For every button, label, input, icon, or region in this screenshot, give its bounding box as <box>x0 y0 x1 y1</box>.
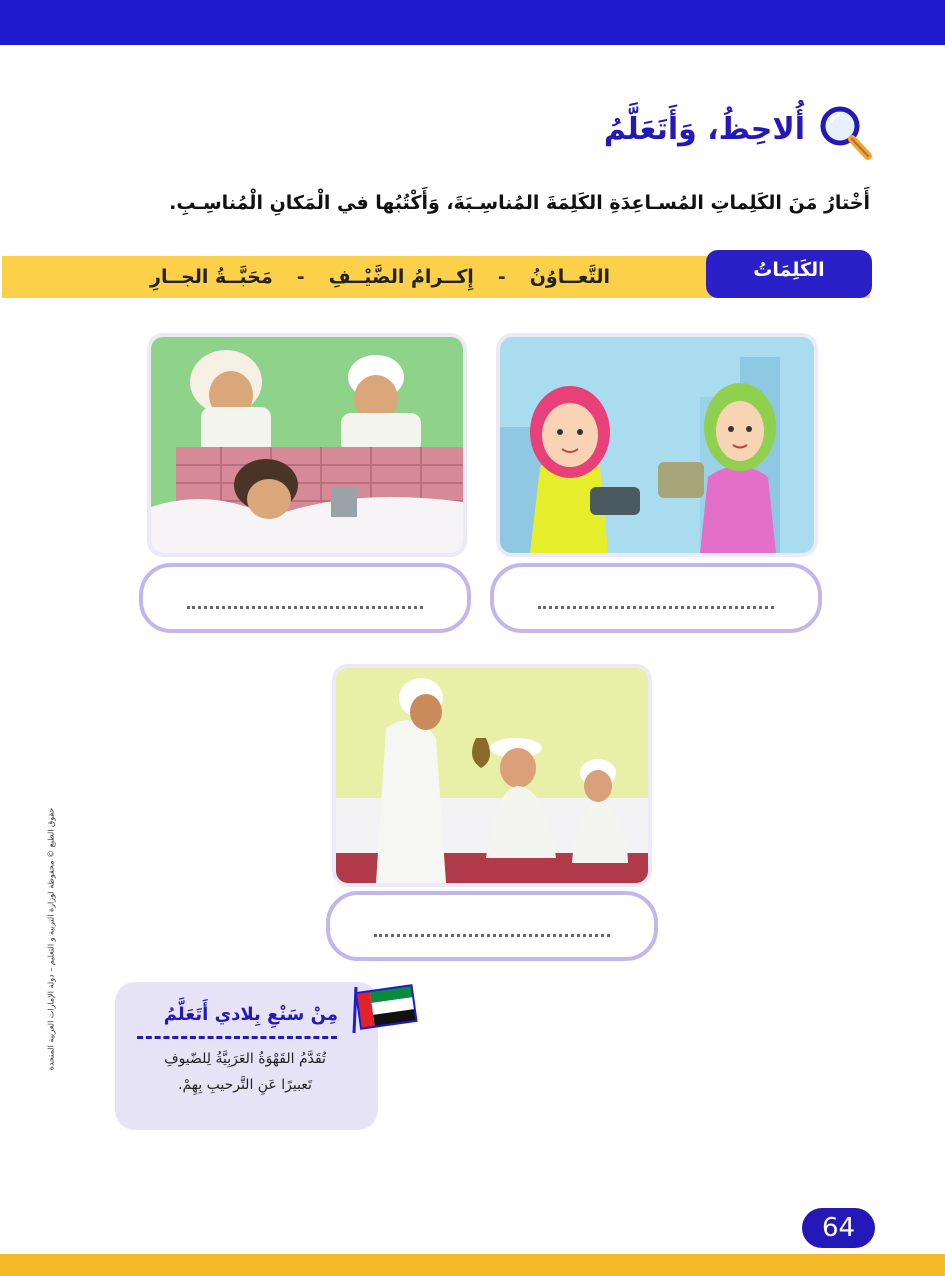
helper-words-label: الكَلِمَاتُ المُساعِدَةُ <box>706 250 872 298</box>
helper-word-neighbor-love: مَحَبَّــةُ الجــارِ <box>150 266 273 288</box>
heritage-line-1: تُقَدَّمُ القَهْوَةُ العَرَبِيَّةُ لِلضّيوفِ <box>164 1051 326 1067</box>
page-number: 64 <box>802 1208 875 1248</box>
helper-words-list <box>100 256 660 298</box>
answer-field-2[interactable] <box>139 563 471 633</box>
picture-girls-sharing-food <box>500 337 814 553</box>
answer-field-1[interactable] <box>490 563 822 633</box>
word-separator: - <box>497 266 506 288</box>
section-title: أُلاحِظُ، وَأَتَعَلَّمُ <box>603 112 805 147</box>
heritage-text <box>125 1046 365 1098</box>
picture-men-building-wall <box>151 337 463 553</box>
word-separator: - <box>296 266 305 288</box>
picture-serving-arabic-coffee <box>336 668 648 883</box>
heritage-divider <box>137 1036 337 1039</box>
heritage-card <box>115 982 378 1130</box>
top-bar <box>0 0 945 45</box>
instruction-text: أَخْتارُ مَنَ الكَلِماتِ المُسـاعِدَةِ الكَلِمَةَ المُناسِـبَةَ، وَأَكْتُبُها في الْمَكانِ الْمُناسِـبِ. <box>169 192 870 214</box>
answer-line <box>187 604 423 609</box>
answer-line <box>538 604 774 609</box>
helper-word-hospitality: إِكــرامُ الضَّيْــفِ <box>328 266 474 288</box>
heritage-line-2: تَعبيرًا عَنِ التَّرحيبِ بِهِمْ. <box>178 1077 312 1093</box>
bottom-bar <box>0 1254 945 1276</box>
uae-flag-icon <box>350 983 418 1033</box>
copyright-text: حقوق الطبع © محفوظة لوزارة التربية و التعليم – دولة الإمارات العربية المتحدة <box>46 807 56 1071</box>
copyright-margin-note <box>47 808 55 1070</box>
heritage-title: مِنْ سَنْعِ بِلادي أَتَعَلَّمُ <box>163 1004 338 1025</box>
answer-field-3[interactable] <box>326 891 658 961</box>
helper-word-cooperation: التَّعــاوُنُ <box>529 266 610 288</box>
magnifier-icon <box>818 104 874 162</box>
answer-line <box>374 932 610 937</box>
